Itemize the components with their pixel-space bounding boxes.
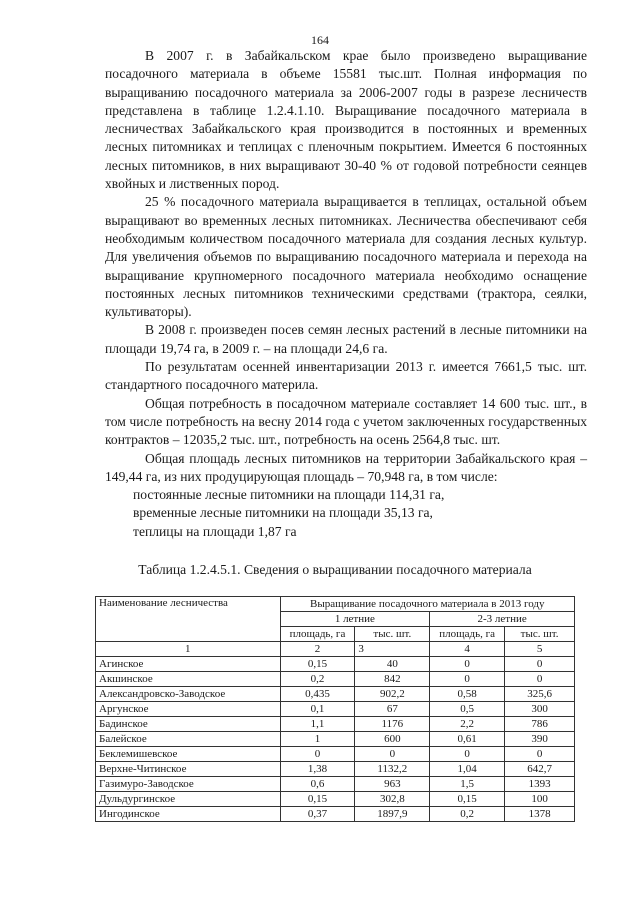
- table-row: [96, 807, 575, 822]
- paragraph-1: В 2007 г. в Забайкальском крае было произведено выращивание посадочного материала в объеме 15581 тыс.шт. Полная информация по выращиванию посадочного материала за 2006-2007 годы в разрезе лесничеств представлена в таблице 1.2.4.1.10. Выращивание посадочного материала в лесничествах Забайкальского края производится в постоянных и временных лесных питомниках и теплицах с пленочным покрытием. Имеется 6 постоянных лесных питомников, в них выращивают 30-40 % от годовой потребности сеянцев хвойных и лиственных пород.: [105, 48, 587, 192]
- col-number: 4: [430, 642, 505, 657]
- table-body: [96, 657, 575, 822]
- count-1-cell: 600: [355, 732, 430, 747]
- table-row: [96, 732, 575, 747]
- area-1-cell: 0,15: [280, 657, 355, 672]
- area-2-cell: 1,04: [430, 762, 505, 777]
- area-2-cell: 0,61: [430, 732, 505, 747]
- count-1-cell: 842: [355, 672, 430, 687]
- area-1-cell: 0,6: [280, 777, 355, 792]
- count-2-cell: 786: [505, 717, 575, 732]
- sub-item-greenhouses: теплицы на площади 1,87 га: [133, 523, 297, 539]
- page-number: 164: [311, 33, 329, 47]
- forestry-name-cell: Верхне-Читинское: [96, 762, 281, 777]
- table-row: [96, 717, 575, 732]
- count-2-cell: 325,6: [505, 687, 575, 702]
- area-1-cell: 1,1: [280, 717, 355, 732]
- count-2-cell: 1378: [505, 807, 575, 822]
- header-count-2: тыс. шт.: [505, 627, 575, 642]
- area-2-cell: 2,2: [430, 717, 505, 732]
- table-row: [96, 687, 575, 702]
- body-text: [105, 47, 587, 541]
- paragraph-4: По результатам осенней инвентаризации 2013 г. имеется 7661,5 тыс. шт. стандартного посадочного материла.: [105, 359, 587, 393]
- count-2-cell: 0: [505, 747, 575, 762]
- table-row: [96, 762, 575, 777]
- area-2-cell: 0: [430, 672, 505, 687]
- table-row: [96, 747, 575, 762]
- area-2-cell: 0,5: [430, 702, 505, 717]
- table-row: [96, 672, 575, 687]
- paragraph-3: В 2008 г. произведен посев семян лесных растений в лесные питомники на площади 19,74 га, в 2009 г. – на площади 24,6 га.: [105, 322, 587, 356]
- paragraph-2: 25 % посадочного материала выращивается в теплицах, остальной объем выращивают во временных лесных питомниках. Лесничества обеспечивают себя необходимым количеством посадочного материала для создания лесных культур. Для увеличения объемов по выращиванию посадочного материала и перехода на выращивание крупномерного посадочного материала необходимо оснащение постоянных лесных питомников техническими средствами (трактора, сеялки, культиваторы).: [105, 194, 587, 320]
- count-1-cell: 1176: [355, 717, 430, 732]
- header-count-1: тыс. шт.: [355, 627, 430, 642]
- table-row: [96, 777, 575, 792]
- area-2-cell: 1,5: [430, 777, 505, 792]
- table-row: [96, 792, 575, 807]
- count-2-cell: 1393: [505, 777, 575, 792]
- forestry-name-cell: Аргунское: [96, 702, 281, 717]
- area-2-cell: 0,2: [430, 807, 505, 822]
- count-2-cell: 390: [505, 732, 575, 747]
- count-1-cell: 302,8: [355, 792, 430, 807]
- paragraph-6: Общая площадь лесных питомников на территории Забайкальского края –149,44 га, из них продуцирующая площадь – 70,948 га, в том числе:: [105, 450, 587, 484]
- area-1-cell: 0,1: [280, 702, 355, 717]
- count-1-cell: 1132,2: [355, 762, 430, 777]
- forestry-name-cell: Балейское: [96, 732, 281, 747]
- count-2-cell: 0: [505, 672, 575, 687]
- area-1-cell: 0,15: [280, 792, 355, 807]
- area-2-cell: 0,58: [430, 687, 505, 702]
- count-1-cell: 902,2: [355, 687, 430, 702]
- area-2-cell: 0,15: [430, 792, 505, 807]
- paragraph-5: Общая потребность в посадочном материале составляет 14 600 тыс. шт., в том числе потребность на весну 2014 года с учетом заключенных государственных контрактов – 12035,2 тыс. шт., потребность на осень 2564,8 тыс. шт.: [105, 395, 587, 448]
- col-number: 5: [505, 642, 575, 657]
- area-1-cell: 1: [280, 732, 355, 747]
- header-area-1: площадь, га: [280, 627, 355, 642]
- count-1-cell: 963: [355, 777, 430, 792]
- forestry-name-cell: Газимуро-Заводское: [96, 777, 281, 792]
- sub-item-temporary: временные лесные питомники на площади 35,13 га,: [133, 505, 433, 521]
- col-number: 1: [96, 642, 281, 657]
- count-2-cell: 100: [505, 792, 575, 807]
- count-1-cell: 67: [355, 702, 430, 717]
- table-row: [96, 702, 575, 717]
- forestry-name-cell: Бадинское: [96, 717, 281, 732]
- forestry-name-cell: Дульдургинское: [96, 792, 281, 807]
- forestry-name-cell: Беклемишевское: [96, 747, 281, 762]
- area-2-cell: 0: [430, 657, 505, 672]
- area-1-cell: 0,435: [280, 687, 355, 702]
- count-2-cell: 300: [505, 702, 575, 717]
- count-1-cell: 1897,9: [355, 807, 430, 822]
- count-1-cell: 40: [355, 657, 430, 672]
- header-one-year: 1 летние: [280, 612, 430, 627]
- count-2-cell: 642,7: [505, 762, 575, 777]
- forestry-name-cell: Акшинское: [96, 672, 281, 687]
- forestry-name-cell: Агинское: [96, 657, 281, 672]
- table-row: [96, 657, 575, 672]
- table-caption: Таблица 1.2.4.5.1. Сведения о выращивании посадочного материала: [138, 562, 532, 577]
- header-area-2: площадь, га: [430, 627, 505, 642]
- count-1-cell: 0: [355, 747, 430, 762]
- area-1-cell: 1,38: [280, 762, 355, 777]
- col-number: 2: [280, 642, 355, 657]
- area-1-cell: 0,37: [280, 807, 355, 822]
- header-two-three-year: 2-3 летние: [430, 612, 575, 627]
- count-2-cell: 0: [505, 657, 575, 672]
- sub-item-permanent: постоянные лесные питомники на площади 114,31 га,: [133, 487, 445, 503]
- area-2-cell: 0: [430, 747, 505, 762]
- col-number: 3: [355, 642, 430, 657]
- seedling-table: [95, 596, 575, 822]
- forestry-name-cell: Александровско-Заводское: [96, 687, 281, 702]
- header-group: Выращивание посадочного материала в 2013 году: [280, 597, 574, 612]
- forestry-name-cell: Ингодинское: [96, 807, 281, 822]
- area-1-cell: 0,2: [280, 672, 355, 687]
- header-forestry-name: Наименование лесничества: [96, 597, 281, 642]
- area-1-cell: 0: [280, 747, 355, 762]
